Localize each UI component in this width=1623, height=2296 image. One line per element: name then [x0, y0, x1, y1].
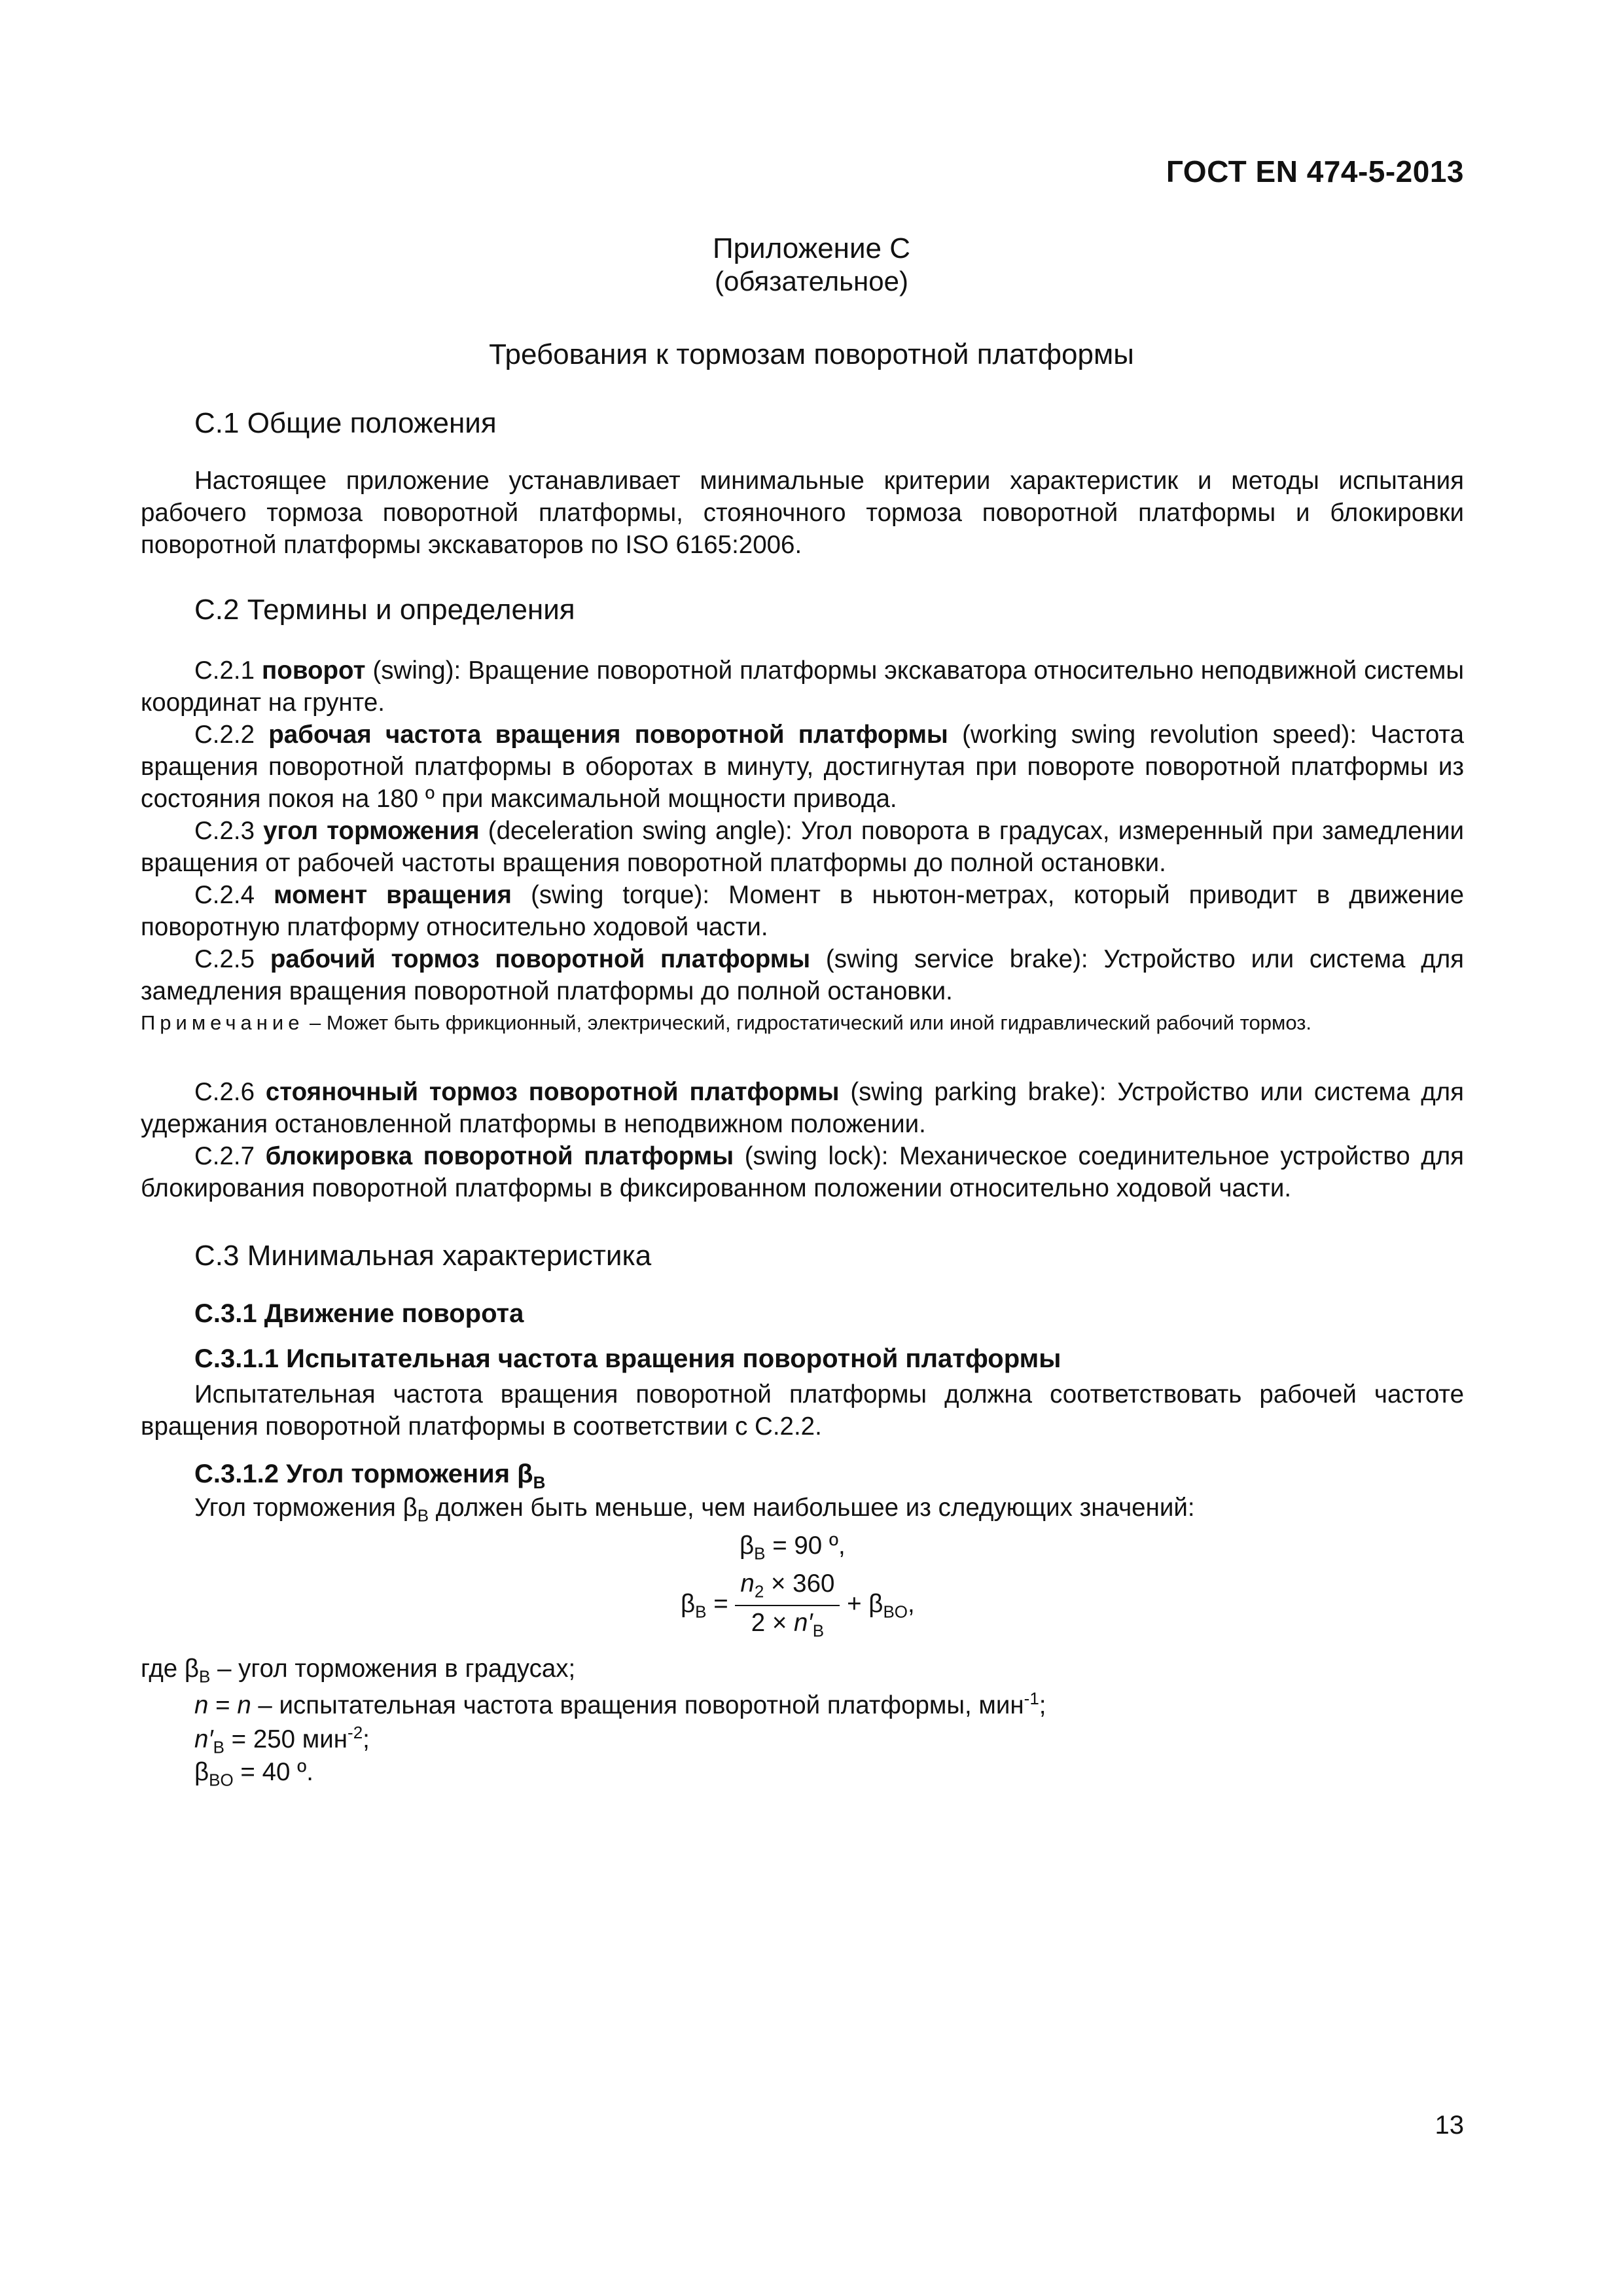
- formula-angle-fixed: $\beta_B = 90$ º,: [740, 1532, 846, 1564]
- section-c1-text: [141, 465, 1464, 561]
- where-clause: где $\beta_B$ – угол торможения в градусах;: [141, 1655, 576, 1687]
- term-definition: С.2.7 блокировка поворотной платформы (swing lock): Механическое соединительное устройство для блокирования поворотной платформы в фиксированном положении относительно ходовой части.: [141, 1142, 1465, 1202]
- definition-n: n = n – испытательная частота вращения поворотной платформы, мин$^{-1}$;: [194, 1689, 1046, 1719]
- note-label: Примечание: [141, 1011, 304, 1034]
- term-definition: С.2.6 стояночный тормоз поворотной платформы (swing parking brake): Устройство или система для удержания остановленной платформы в неподвижном положении.: [141, 1078, 1464, 1138]
- definition-nb: $n'_B = 250$ мин$^{-2}$;: [194, 1723, 370, 1757]
- section-heading-c1: С.1 Общие положения: [194, 407, 497, 439]
- section-heading-c3: С.3 Минимальная характеристика: [194, 1240, 652, 1272]
- page-number: 13: [1435, 2111, 1464, 2140]
- term-definition: С.2.1 поворот (swing): Вращение поворотной платформы экскаватора относительно неподвижной системы координат на грунте.: [141, 656, 1464, 717]
- note-text: – Может быть фрикционный, электрический, гидростатический или иной гидравлический рабочий тормоз.: [304, 1011, 1312, 1034]
- term-definition: С.2.4 момент вращения (swing torque): Момент в ньютон-метрах, который приводит в движение поворотную платформу относительно ходовой части.: [141, 881, 1464, 941]
- paragraph: Испытательная частота вращения поворотной платформы должна соответствовать рабочей частоте вращения поворотной платформы в соответствии с С.2.2.: [141, 1380, 1464, 1441]
- annex-subtitle: (обязательное): [715, 266, 908, 296]
- document-id-header: ГОСТ EN 474-5-2013: [1166, 154, 1464, 188]
- subsection-heading-c31: С.3.1 Движение поворота: [194, 1299, 524, 1328]
- term-definition: С.2.2 рабочая частота вращения поворотной платформы (working swing revolution speed): Частота вращения поворотной платформы в оборотах в минуту, достигнутая при повороте поворотной платформы из состояния покоя на 180 º при максимальной мощности привода.: [141, 721, 1464, 813]
- formula-angle-computed: $\beta_B$ = $\frac{n_2 \times 360}{2 \times n'_B}$ + $\beta_{BO}$,: [681, 1570, 915, 1641]
- paragraph: Настоящее приложение устанавливает минимальные критерии характеристик и методы испытания рабочего тормоза поворотной платформы, стояночного тормоза поворотной платформы и блокировки поворотной платформы экскаваторов по ISO 6165:2006.: [141, 467, 1464, 559]
- annex-title: Приложение С: [712, 232, 911, 264]
- annex-main-title: Требования к тормозам поворотной платформы: [489, 338, 1134, 370]
- term-definition: С.2.3 угол торможения (deceleration swing angle): Угол поворота в градусах, измеренный при замедлении вращения от рабочей частоты вращения поворотной платформы до полной остановки.: [141, 817, 1464, 877]
- term-definition: С.2.5 рабочий тормоз поворотной платформы (swing service brake): Устройство или система для замедления вращения поворотной платформы до полной остановки.: [141, 945, 1465, 1005]
- section-c311-text: [141, 1378, 1464, 1443]
- section-c312-text: [141, 1492, 1464, 1532]
- section-heading-c2: С.2 Термины и определения: [194, 594, 575, 626]
- note: [141, 1008, 1464, 1038]
- subsection-heading-c311: С.3.1.1 Испытательная частота вращения поворотной платформы: [194, 1344, 1061, 1373]
- section-c2-terms: [141, 655, 1464, 1007]
- section-c2-terms-cont: [141, 1076, 1464, 1204]
- paragraph: Угол торможения $\beta_B$ должен быть меньше, чем наибольшее из следующих значений:: [194, 1494, 1195, 1526]
- subsection-heading-c312: С.3.1.2 Угол торможения $\beta_B$: [194, 1460, 546, 1492]
- definition-beta-bo: $\beta_{BO} = 40$ º.: [194, 1758, 313, 1790]
- formula-fraction: $\frac{n_2 \times 360}{2 \times n'_B}$: [735, 1570, 840, 1641]
